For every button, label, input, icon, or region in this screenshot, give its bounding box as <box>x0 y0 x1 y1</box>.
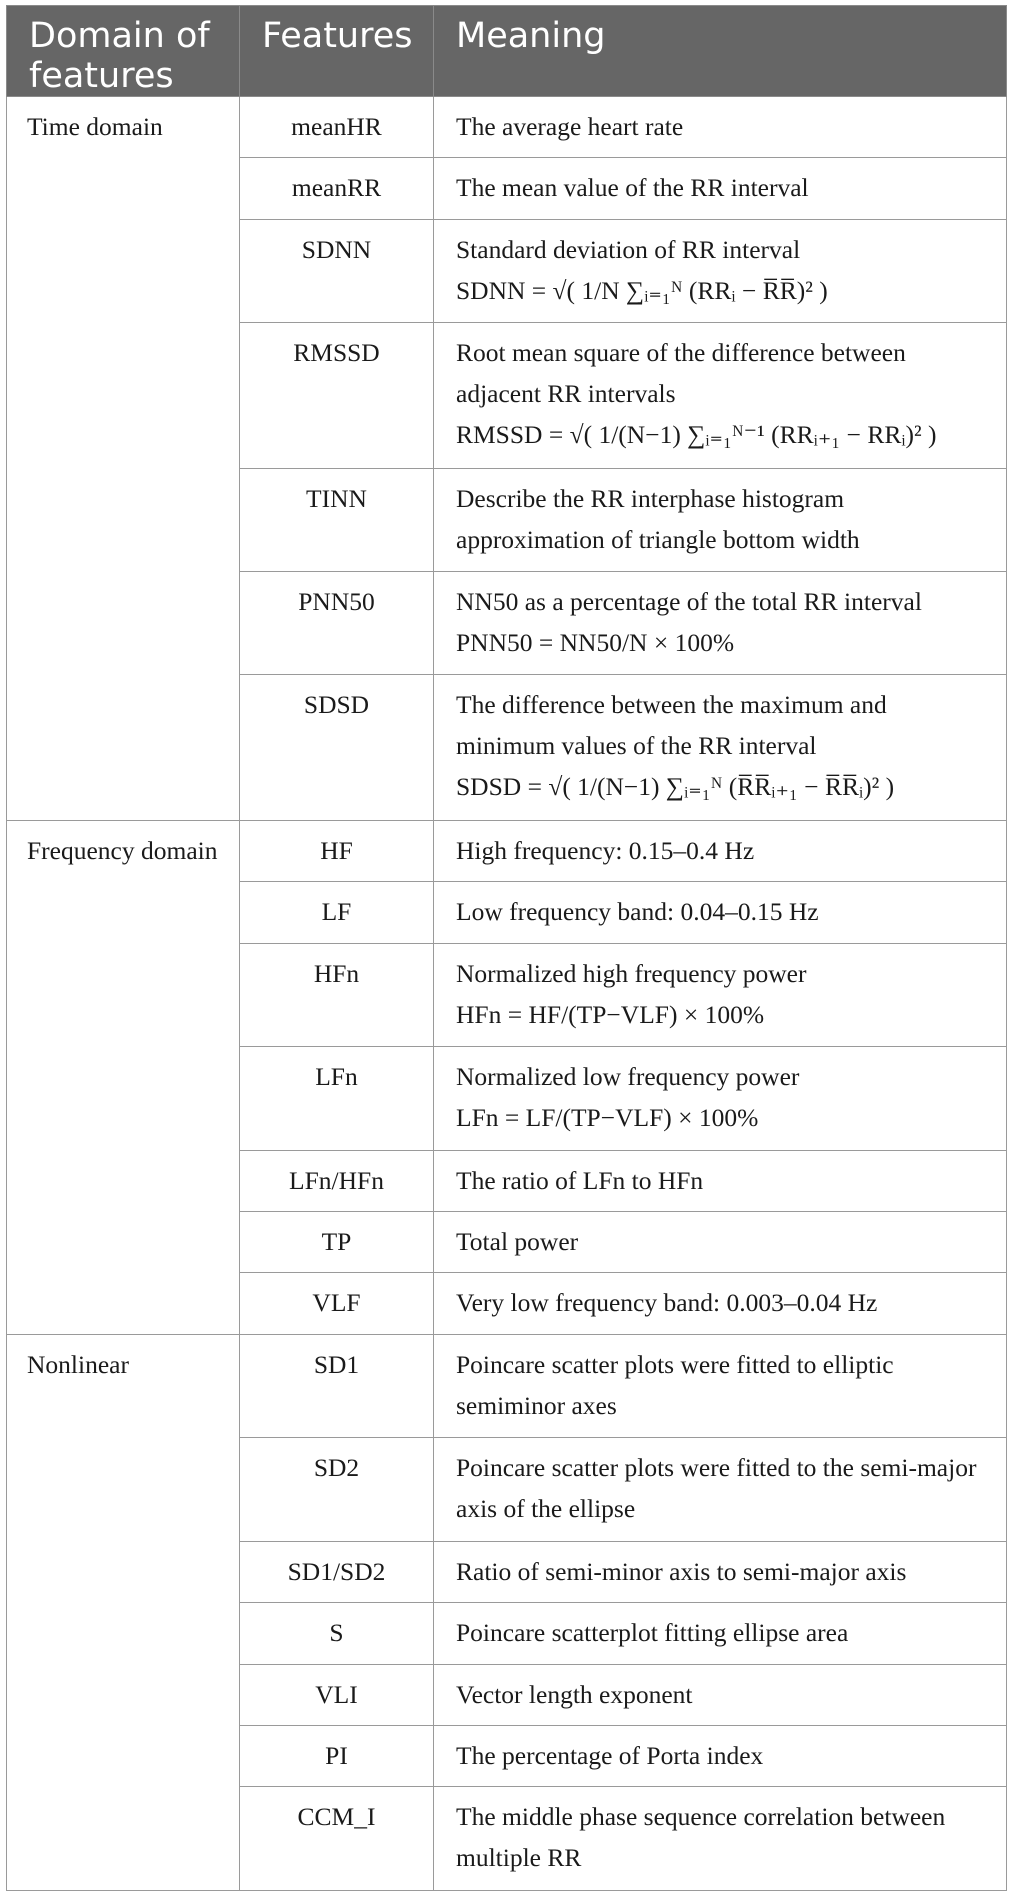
meaning-text: Root mean square of the difference between adjacent RR intervals <box>456 338 906 409</box>
meaning-text: The mean value of the RR interval <box>456 173 809 203</box>
table-row <box>7 820 1007 881</box>
meaning-text: Poincare scatterplot fitting ellipse area <box>456 1618 849 1648</box>
domain-cell: Nonlinear <box>7 1334 240 1890</box>
feature-cell: PI <box>240 1726 434 1787</box>
feature-cell: meanRR <box>240 158 434 219</box>
feature-cell: SDNN <box>240 219 434 322</box>
feature-cell: LFn <box>240 1047 434 1150</box>
feature-cell: CCM_I <box>240 1787 434 1891</box>
feature-cell: VLF <box>240 1273 434 1334</box>
meaning-text: Very low frequency band: 0.003–0.04 Hz <box>456 1288 878 1318</box>
formula-text: LFn = LF/(TP−VLF) × 100% <box>456 1103 759 1133</box>
meaning-text: Low frequency band: 0.04–0.15 Hz <box>456 897 819 927</box>
formula-text: HFn = HF/(TP−VLF) × 100% <box>456 999 765 1029</box>
meaning-cell <box>434 158 1007 219</box>
meaning-cell <box>434 1603 1007 1664</box>
feature-cell: SD2 <box>240 1438 434 1541</box>
meaning-cell <box>434 1726 1007 1787</box>
meaning-text: Vector length exponent <box>456 1679 693 1709</box>
meaning-cell <box>434 97 1007 158</box>
feature-cell: meanHR <box>240 97 434 158</box>
header-features: Features <box>240 6 434 97</box>
meaning-cell <box>434 1664 1007 1725</box>
meaning-text: Ratio of semi-minor axis to semi-major axis <box>456 1556 907 1586</box>
meaning-text: Total power <box>456 1227 579 1256</box>
feature-cell: HF <box>240 820 434 881</box>
header-row <box>7 6 1007 97</box>
feature-cell: SDSD <box>240 675 434 820</box>
meaning-cell <box>434 219 1007 322</box>
meaning-cell <box>434 1150 1007 1211</box>
meaning-text: Poincare scatter plots were fitted to elliptic semiminor axes <box>456 1349 894 1420</box>
feature-cell: LF <box>240 882 434 943</box>
meaning-cell <box>434 675 1007 820</box>
meaning-cell <box>434 1273 1007 1334</box>
meaning-text: Standard deviation of RR interval <box>456 234 801 264</box>
meaning-text: The difference between the maximum and minimum values of the RR interval <box>456 690 887 761</box>
meaning-cell <box>434 943 1007 1046</box>
meaning-cell <box>434 1438 1007 1541</box>
feature-cell: VLI <box>240 1664 434 1725</box>
meaning-cell <box>434 323 1007 468</box>
meaning-text: Poincare scatter plots were fitted to the semi-major axis of the ellipse <box>456 1453 977 1524</box>
formula-text: RMSSD = √( 1/(N−1) ∑ᵢ₌₁ᴺ⁻¹ (RRᵢ₊₁ − RRᵢ)² ) <box>456 420 937 450</box>
table-row <box>7 1334 1007 1437</box>
feature-cell: SD1 <box>240 1334 434 1437</box>
formula-text: SDNN = √( 1/N ∑ᵢ₌₁ᴺ (RRᵢ − R̅R̅)² ) <box>456 275 828 305</box>
hrv-features-table <box>6 5 1007 1891</box>
table-body <box>7 97 1007 1891</box>
feature-cell: RMSSD <box>240 323 434 468</box>
meaning-cell <box>434 820 1007 881</box>
meaning-cell <box>434 1541 1007 1602</box>
formula-text: PNN50 = NN50/N × 100% <box>456 628 735 658</box>
header-domain: Domain of features <box>7 6 240 97</box>
meaning-text: The average heart rate <box>456 112 684 141</box>
table-row <box>7 97 1007 158</box>
feature-cell: SD1/SD2 <box>240 1541 434 1602</box>
domain-cell: Time domain <box>7 97 240 821</box>
meaning-text: The ratio of LFn to HFn <box>456 1165 704 1195</box>
meaning-cell <box>434 1334 1007 1437</box>
meaning-cell <box>434 572 1007 675</box>
meaning-text: High frequency: 0.15–0.4 Hz <box>456 835 755 865</box>
feature-cell: PNN50 <box>240 572 434 675</box>
feature-cell: TINN <box>240 468 434 571</box>
meaning-text: Describe the RR interphase histogram approximation of triangle bottom width <box>456 483 860 554</box>
meaning-text: The percentage of Porta index <box>456 1741 764 1770</box>
meaning-cell <box>434 1787 1007 1891</box>
feature-cell: HFn <box>240 943 434 1046</box>
meaning-text: NN50 as a percentage of the total RR interval <box>456 587 922 617</box>
meaning-text: Normalized low frequency power <box>456 1062 800 1092</box>
header-meaning: Meaning <box>434 6 1007 97</box>
feature-cell: LFn/HFn <box>240 1150 434 1211</box>
meaning-text: Normalized high frequency power <box>456 958 807 988</box>
meaning-cell <box>434 882 1007 943</box>
table-header <box>7 6 1007 97</box>
meaning-cell <box>434 1047 1007 1150</box>
domain-cell: Frequency domain <box>7 820 240 1334</box>
meaning-text: The middle phase sequence correlation between multiple RR <box>456 1802 946 1873</box>
formula-text: SDSD = √( 1/(N−1) ∑ᵢ₌₁ᴺ (R̅R̅ᵢ₊₁ − R̅R̅ᵢ)² ) <box>456 772 895 802</box>
meaning-cell <box>434 1212 1007 1273</box>
feature-cell: TP <box>240 1212 434 1273</box>
meaning-cell <box>434 468 1007 571</box>
feature-cell: S <box>240 1603 434 1664</box>
